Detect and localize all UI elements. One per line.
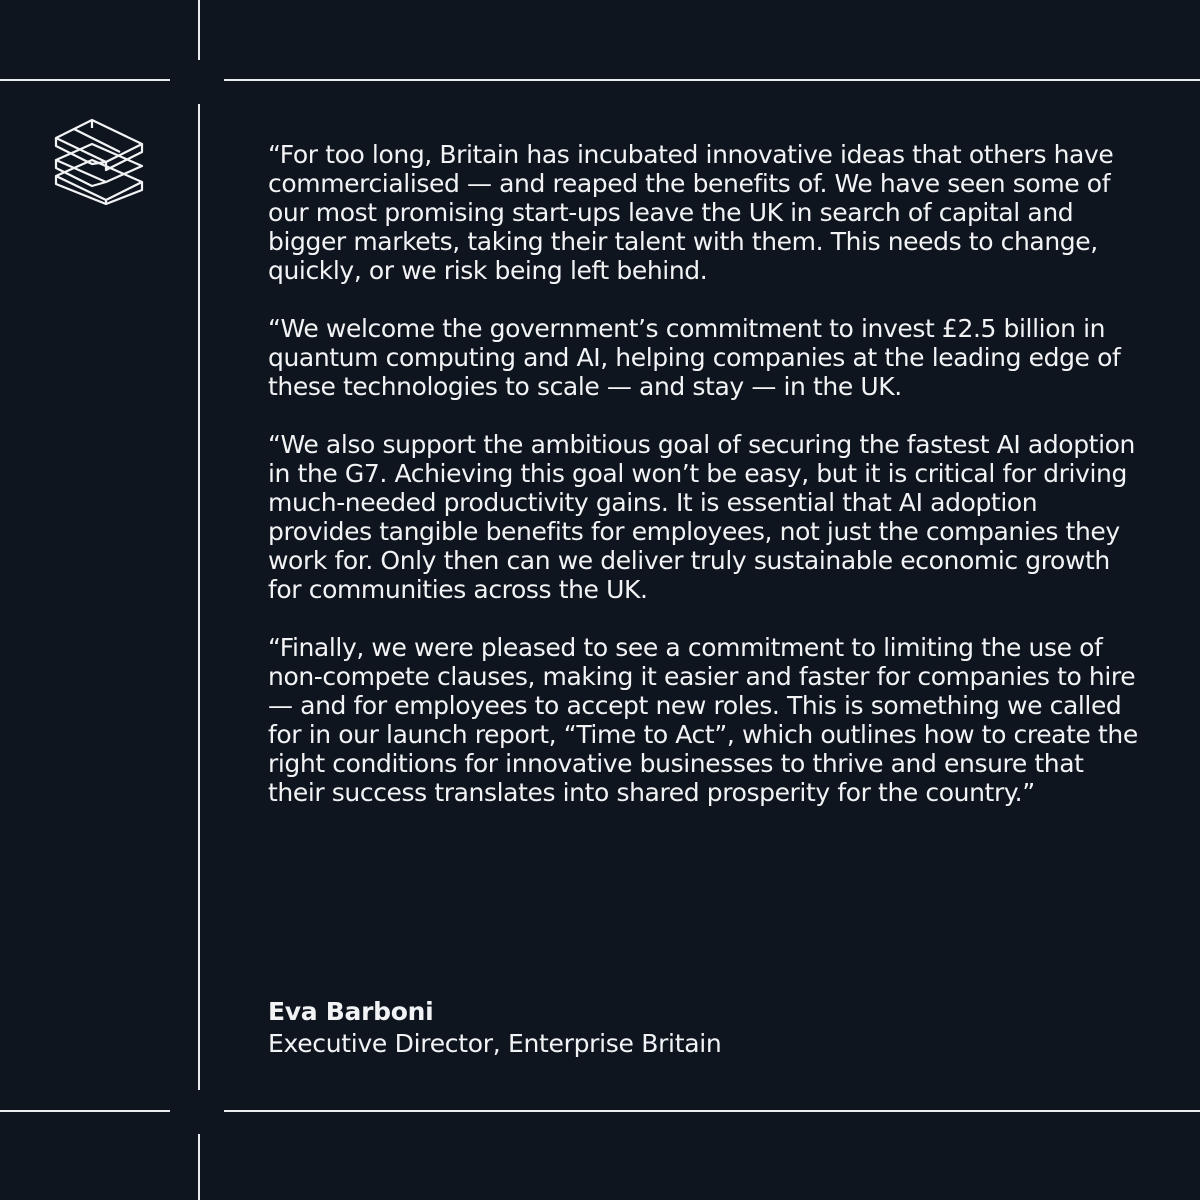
quote-paragraph-1: “For too long, Britain has incubated innovative ideas that others have commercialised — and reaped the benefits of. We have seen some of our most promising start-ups leave the UK in search of capital and bigger markets, taking their talent with them. This needs to change, quickly, or we risk being left behind. bbox=[268, 140, 1114, 285]
quote-block bbox=[268, 140, 1138, 836]
top-left-rule bbox=[0, 79, 170, 81]
vertical-rule-top bbox=[198, 0, 200, 60]
author-title: Executive Director, Enterprise Britain bbox=[268, 1029, 722, 1058]
bottom-right-rule bbox=[224, 1110, 1200, 1112]
stacked-blocks-logo-icon bbox=[52, 116, 146, 206]
quote-paragraph-4: “Finally, we were pleased to see a commitment to limiting the use of non-compete clauses, making it easier and faster for companies to hire — and for employees to accept new roles. This is something we called for in our launch report, “Time to Act”, which outlines how to create the right conditions for innovative businesses to thrive and ensure that their success translates into shared prosperity for the country.” bbox=[268, 633, 1138, 807]
quote-paragraph-3: “We also support the ambitious goal of securing the fastest AI adoption in the G7. Achieving this goal won’t be easy, but it is critical for driving much-needed productivity gains. It is essential that AI adoption provides tangible benefits for employees, not just the companies they work for. Only then can we deliver truly sustainable economic growth for communities across the UK. bbox=[268, 430, 1135, 604]
quote-paragraph-2: “We welcome the government’s commitment to invest £2.5 billion in quantum computing and AI, helping companies at the leading edge of these technologies to scale — and stay — in the UK. bbox=[268, 314, 1121, 401]
signature-block bbox=[268, 996, 1138, 1060]
vertical-rule-bottom bbox=[198, 1134, 200, 1200]
author-name: Eva Barboni bbox=[268, 997, 434, 1026]
bottom-left-rule bbox=[0, 1110, 170, 1112]
top-right-rule bbox=[224, 79, 1200, 81]
vertical-rule-middle bbox=[198, 104, 200, 1090]
